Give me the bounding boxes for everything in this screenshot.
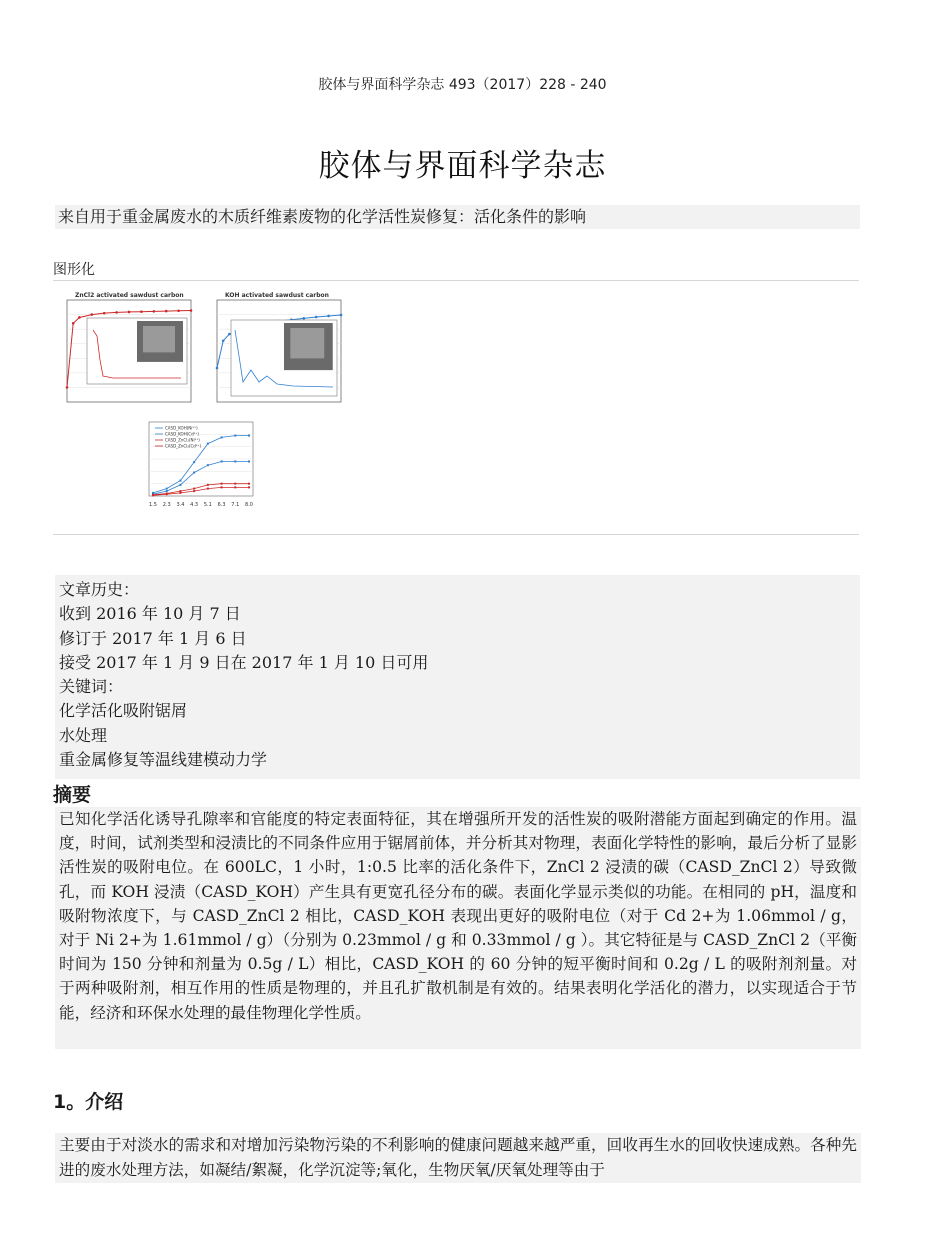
data-point (166, 488, 168, 490)
graphical-abstract-panel-koh (203, 290, 345, 412)
keyword-line: 重金属修复等温线建模动力学 (59, 750, 268, 770)
legend-label: CASD_KOH(Cd²⁺) (165, 431, 199, 437)
data-point (228, 333, 231, 336)
data-point (153, 310, 156, 313)
keywords-label: 关键词： (59, 677, 124, 697)
history-line: 文章历史： (59, 580, 140, 599)
koh-isotherm-chart (203, 290, 345, 412)
data-point (193, 488, 195, 490)
legend-label: CASD_KOH(Ni²⁺) (165, 425, 198, 431)
data-point (248, 435, 250, 437)
article-history (55, 575, 860, 779)
data-point (221, 436, 223, 438)
data-point (66, 386, 69, 389)
znc-isotherm-chart (53, 290, 195, 412)
x-tick-label: 5.1 (203, 502, 212, 508)
data-point (234, 435, 236, 437)
x-tick-label: 4.3 (190, 502, 199, 508)
data-point (166, 490, 168, 492)
section-heading: 1。介绍 (53, 1091, 124, 1113)
data-point (248, 483, 250, 485)
data-point (221, 483, 223, 485)
data-point (190, 309, 193, 312)
x-tick-label: 6.3 (217, 502, 226, 508)
x-tick-label: 7.1 (231, 502, 240, 508)
data-point (340, 314, 343, 317)
history-line: 接受 2017 年 1 月 9 日在 2017 年 1 月 10 日可用 (59, 652, 429, 672)
data-point (179, 480, 181, 482)
history-line: 收到 2016 年 10 月 7 日 (59, 604, 241, 624)
data-point (193, 461, 195, 463)
data-point (179, 484, 181, 486)
sem-image-detail (143, 326, 175, 352)
abstract-heading: 摘要 (53, 784, 92, 806)
data-point (221, 460, 223, 462)
graphical-abstract-panel-adsorption (133, 418, 257, 510)
data-point (140, 310, 143, 313)
keyword-line: 水处理 (59, 725, 108, 745)
history-line: 修订于 2017 年 1 月 6 日 (59, 628, 247, 648)
data-point (193, 472, 195, 474)
data-point (221, 486, 223, 488)
data-point (315, 316, 318, 319)
introduction-text: 主要由于对淡水的需求和对增加污染物污染的不利影响的健康问题越来越严重，回收再生水的回收快速成熟。各种先进的废水处理方法，如凝结/絮凝，化学沉淀等;氧化，生物厌氧/厌氧处理等由于 (55, 1133, 861, 1183)
data-point (248, 486, 250, 488)
adsorption-ph-chart (133, 418, 257, 510)
data-point (327, 315, 330, 318)
data-point (166, 493, 168, 495)
data-point (303, 317, 306, 320)
keyword-line: 化学活化吸附锯屑 (59, 701, 188, 721)
graphical-abstract-label: 图形化 (53, 262, 95, 278)
data-point (177, 309, 180, 312)
data-point (179, 490, 181, 492)
x-tick-label: 2.3 (162, 502, 171, 508)
data-point (72, 322, 75, 325)
data-point (248, 460, 250, 462)
graphical-abstract-panel-znc (53, 290, 195, 412)
data-point (152, 494, 154, 496)
data-point (207, 488, 209, 490)
data-point (234, 486, 236, 488)
x-tick-label: 3.4 (176, 502, 185, 508)
data-point (115, 311, 118, 314)
divider (53, 280, 859, 281)
x-tick-label: 1.5 (149, 502, 157, 508)
legend-label: CASD_ZnCl₂(Ni²⁺) (165, 437, 200, 443)
data-point (103, 312, 106, 315)
data-point (216, 367, 219, 370)
journal-title: 胶体与界面科学杂志 (318, 148, 607, 184)
panel-title: ZnCl2 activated sawdust carbon (75, 292, 184, 299)
data-point (234, 483, 236, 485)
sem-image-detail (290, 328, 324, 358)
data-point (128, 311, 131, 314)
data-point (165, 310, 168, 313)
x-tick-label: 8.0 (245, 502, 253, 508)
data-point (207, 464, 209, 466)
divider (53, 534, 859, 535)
panel-title: KOH activated sawdust carbon (225, 292, 329, 299)
data-point (207, 443, 209, 445)
data-point (207, 484, 209, 486)
abstract-text: 已知化学活化诱导孔隙率和官能度的特定表面特征，其在增强所开发的活性炭的吸附潜能方面起到确定的作用。温度，时间，试剂类型和浸渍比的不同条件应用于锯屑前体，并分析其对物理，表面化学特性的影响，最后分析了显影活性炭的吸附电位。在 600LC，1 小时，1:0.5 比率的活化条件下，ZnCl 2 浸渍的碳（CASD_ZnCl 2）导致微孔，而 KOH 浸渍（CASD_KOH）产生具有更宽孔径分布的碳。表面化学显示类似的功能。在相同的 pH，温度和吸附物浓度下，与 CASD_ZnCl 2 相比，CASD_KOH 表现出更好的吸附电位（对于 Cd 2+为 1.06mmol / g，对于 Ni 2+为 1.61mmol / g）（分别为 0.23mmol / g 和 0.33mmol / g ）。其它特征是与 CASD_ZnCl 2（平衡时间为 150 分钟和剂量为 0.5g / L）相比，CASD_KOH 的 60 分钟的短平衡时间和 0.2g / L 的吸附剂剂量。对于两种吸附剂，相互作用的性质是物理的，并且孔扩散机制是有效的。结果表明化学活化的潜力，以实现适合于节能，经济和环保水处理的最佳物理化学性质。 (55, 807, 861, 1049)
data-point (179, 492, 181, 494)
data-point (222, 340, 225, 343)
data-point (78, 316, 81, 319)
data-point (234, 460, 236, 462)
data-point (193, 490, 195, 492)
journal-citation: 胶体与界面科学杂志 493（2017）228 - 240 (318, 77, 607, 93)
data-point (91, 313, 94, 316)
legend-label: CASD_ZnCl₂(Cd²⁺) (165, 443, 202, 449)
article-title: 来自用于重金属废水的木质纤维素废物的化学活性炭修复：活化条件的影响 (55, 205, 860, 229)
